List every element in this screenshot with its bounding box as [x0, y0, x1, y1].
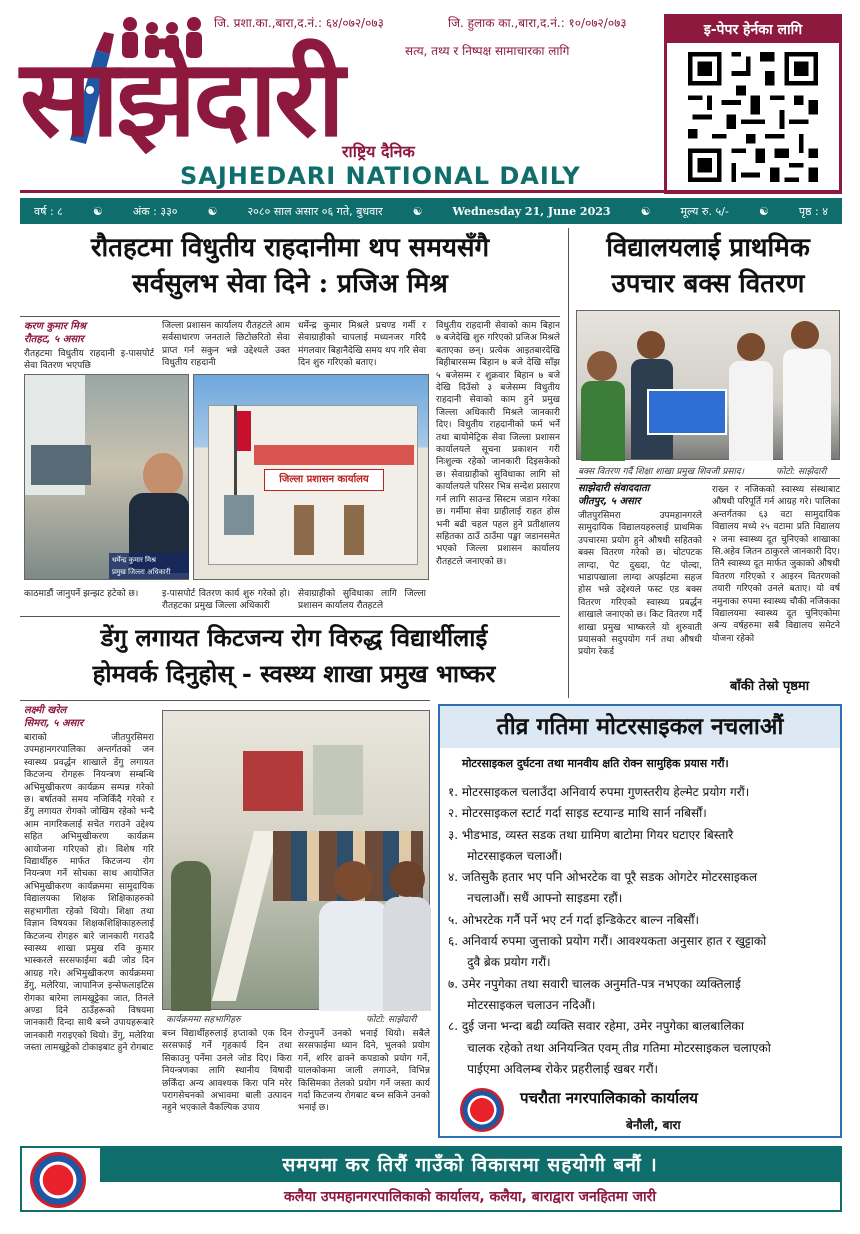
masthead-english-title: SAJHEDARI NATIONAL DAILY: [180, 162, 581, 190]
story1-col1-cont: काठमाडौं जानुपर्ने झन्झट हटेको छ।: [24, 589, 139, 599]
story2-continued[interactable]: बाँकी तेस्रो पृष्ठमा: [730, 679, 810, 694]
story3-col2-text: बच्न विद्यार्थीहरुलाई हप्ताको एक दिन सरसफाई गर्ने गृहकार्य दिन तथा सिकाउनु पर्नेमा उनले जोड दिए। किरा नियन्त्रणका लागि स्थानीय विषादी छर्किंदा अन्य आवश्यक किरा पनि मरेर परागसेचनको अभावमा बाली उत्पादन नहुने भएकाले वैकल्पिक उपाय: [162, 1029, 292, 1114]
advisory-intro: मोटरसाइकल दुर्घटना तथा मानवीय क्षति रोक्न सामुहिक प्रयास गरौं।: [462, 757, 729, 770]
story1-col3-cont: सेवाग्राहीको सुविधाका लागि जिल्ला प्रशासन कार्यालय रौतहटले: [298, 589, 426, 612]
story3-photo: [162, 710, 430, 1010]
divider: [20, 616, 560, 617]
issue-number: अंक : ३३०: [132, 204, 178, 218]
registration-left: जि. प्रशा.का.,बारा,द.नं.: ६४/०७२/०७३: [214, 16, 384, 30]
list-item: २. मोटरसाइकल स्टार्ट गर्दा साइड स्टयान्ड माथि सार्न नबिर्सौं।: [448, 806, 707, 821]
divider: [576, 478, 840, 479]
story1-col1-text: रौतहटमा विधुतीय राहदानी इ-पासपोर्ट सेवा वितरण भएपछि: [24, 349, 154, 372]
story2-photo: [576, 310, 840, 460]
yin-yang-icon: ☯: [92, 204, 103, 218]
story1-col4-text: विधुतीय राहदानी सेवाको काम बिहान ७ बजेदेखि शुरु गरिएको प्रजिअ मिश्रले बताएका छन्। प्रत्येक आइतबारदेखि बिहीबारसम्म बिहान ७ बजे देखि साँझ ५ बजेसम्म र शुक्रवार बिहान ७ बजे देखि दिउँसो ३ बजेसम्म विधुतीय राहदानी सेवाको काम हुने प्रमुख जिल्ला अधिकारी मिश्रले जानकारी दिए। विधुतीय राहदानीको फर्म भर्ने तथा बायोमेट्रिक सेवा जिल्ला प्रशासन कार्यालयले सूचना प्रकाशन गरी निःशुल्क रहेको जानकारी दिइसकेको छ। सेवाग्राहीको सुविधाका लागि सो कार्यालयले परिसर भित्र सन्देश प्रसारण गर्न लागि साउन्ड सिस्टम जडान गरेका छ। गर्मीमा सेवा ग्राहीलाई राहत होस भनी बढी चहल पहल हुने प्रतीक्षालय सहितका ठाउँ ठाउँमा पङ्खा जडानसमेत भएको जिल्ला प्रशासन कार्यालय रौतहटले जनाएको छ।: [436, 321, 560, 567]
tagline: सत्य, तथ्य र निष्पक्ष सामाचारका लागि: [405, 44, 570, 58]
list-item: ७. उमेर नपुगेका तथा सवारी चालक अनुमति-पत्र नभएका व्यक्तिलाई: [448, 976, 741, 991]
story1-photo-officer: धर्मेन्द्र कुमार मिश्र प्रमुख जिल्ला अधिकारी रौतहट: [24, 374, 189, 580]
divider: [20, 700, 430, 701]
advisory-office: पचरौता नगरपालिकाको कार्यालय: [520, 1089, 698, 1107]
list-item: १. मोटरसाइकल चलाउँदा अनिवार्य रुपमा गुणस्तरीय हेल्मेट प्रयोग गरौं।: [448, 785, 750, 799]
yin-yang-icon: ☯: [640, 204, 651, 218]
story2-col2-text: राख्न र नजिकको स्वास्थ्य संस्थाबाट औषधी परिपूर्ति गर्न आग्रह गरे। पालिका अन्तर्गतका ६३ वटा सामुदायिक विद्यालय मध्ये २५ वटामा प्रति विद्यालय २ जना स्वास्थ्य दूत चुनिएको शाखाका सि.अहेव जितन ठाकुरले जानकारी दिए। तिनै स्वास्थ्य दूत मार्फत जुकाको औषधी वितरण गरिएको र आइरन वितरणको तयारी गरिएको उनले बताए। यो वर्ष नमुनाका रुपमा स्वास्थ्य चौकी नजिकका विद्यालयमा स्वास्थ्य दूत चुनिएकोमा अन्य वर्षहरुमा सबै विद्यालय समेटने योजना रहेको: [712, 485, 840, 644]
masthead-rule: [20, 190, 842, 193]
page-number: पृष्ठ : ४: [798, 204, 828, 218]
story3-photo-credit: फोटो: साझेदारी: [366, 1015, 417, 1025]
list-item: दुवै ब्रेक प्रयोग गरौं।: [448, 955, 551, 970]
divider: [20, 316, 560, 317]
list-item: ६. अनिवार्य रुपमा जुत्ताको प्रयोग गरौं। आवश्यकता अनुसार हात र खुट्टाको: [448, 934, 767, 949]
masthead-title: साझेदारी: [20, 35, 342, 160]
qr-code-icon[interactable]: [673, 47, 833, 187]
story3-caption: कार्यक्रममा सहभागिहरु: [166, 1015, 241, 1025]
story1-col2-cont: इ-पासपोर्ट वितरण कार्य शुरु गरेको हो। रौतहटका प्रमुख जिल्ला अधिकारी: [162, 589, 290, 612]
list-item: ४. जतिसुकै हतार भए पनि ओभरटेक वा पूरै सडक ओगटेर मोटरसाइकल: [448, 870, 758, 885]
advisory-list: [448, 782, 836, 1080]
story1-headline[interactable]: रौतहटमा विधुतीय राहदानीमा थप समयसँगै सर्वसुलभ सेवा दिने : प्रजिअ मिश्र: [90, 233, 490, 299]
yin-yang-icon: ☯: [758, 204, 769, 218]
municipality-emblem-icon: [30, 1152, 86, 1208]
yin-yang-icon: ☯: [207, 204, 218, 218]
yin-yang-icon: ☯: [412, 204, 423, 218]
story1-photo-building: [193, 374, 429, 580]
story2-col1-text: जीतपुरसिमरा उपमहानगरले सामुदायिक विद्यालयहरुलाई प्राथमिक उपचारमा प्रयोग हुने औषधी सहितको बक्स वितरण गरेको छ। चोटपटक लाग्दा, पेट दुख्दा, पेट पोल्दा, भाडापखाला लाग्दा अपर्झटमा सहज होस भन्ने उद्देश्यले फस्ट एड बक्स वितरण गरिएको स्वास्थ्य प्रबर्द्धन शाखाले जनाएको छ। किट वितरण गर्दै शाखा प्रमुख भाष्करले यो शुरुवाती प्रयासको सदुपयोग गर्न तथा औषधी प्रयोग रेकर्ड: [578, 511, 702, 658]
list-item: चालक रहेको तथा अनियन्त्रित एवम् तीव्र गतिमा मोटरसाइकल चलाएको: [448, 1040, 771, 1055]
list-item: मोटरसाइकल चलाउन नदिऔं।: [448, 997, 596, 1012]
advisory-place: बेनौली, बारा: [626, 1118, 681, 1132]
volume: वर्ष : ८: [34, 204, 63, 218]
story3-col1-text: बाराको जीतपुरसिमरा उपमहानगरपालिका अन्तर्गतको जन स्वास्थ्य प्रवर्द्धन शाखाले डेंगु लगायत किटजन्य रोगहरू नियन्त्रण सम्बन्धि अभिमुखीकरण कार्यक्रम सम्पन्न गरेको छ। बर्षातको समय नजिकिँदै गरेको र डेंगु लगायत रोगको जोखिम रहेको भन्दै आम नागरिकलाई सचेत गराउने उद्देश्य सहित अभिमुखीकरण कार्यक्रम आयोजना गरिएको हो। विशेष गरि विद्यार्थीहरु मार्फत किटजन्य रोग नियन्त्रण गर्ने सोचका साथ आयोजित अभिमुखीकरण कार्यक्रममा सामुदायिक विद्यालयका शिक्षक शिक्षिकाहरुको सहभागीता रहेको थियो। शिक्षा तथा विज्ञान विषयका शिक्षकशिक्षिकाहरुलाई किटजन्य रोगहरु बारे जानकारी गराउदै स्वास्थ्य शाखा प्रमुख रवि कुमार भास्करले सरसफाईमा बढी जोड दिन आग्रह गरे। अभिमुखीकरण कार्यक्रममा डेंगु, मलेरिया, जापानिज इन्सेफलाइटिस रोगका बारेमा लामखुट्टेका जात, तिनले अण्डा दिने ठाउँहरूको विषयमा जानकारी दिन्दा साथै बच्ने उपायहरूबारे जानकारी गराइएको थियो। डेंगु, मलेरिया जस्ता लामखुट्टेको टोकाइबाट हुने रोगबाट: [24, 733, 154, 1054]
story1-byline: करण कुमार मिश्र रौतहट, ५ असार: [24, 321, 86, 345]
list-item: ३. भीडभाड, व्यस्त सडक तथा ग्रामिण बाटोमा गियर घटाएर बिस्तारै: [448, 827, 734, 842]
story2-byline: साझेदारी संवाददाता जीतपुर, ५ असार: [578, 483, 650, 507]
issue-info-bar: [20, 198, 842, 224]
advisory-title: तीव्र गतिमा मोटरसाइकल नचलाऔं: [440, 706, 840, 748]
column-divider: [568, 228, 569, 698]
date-nepali: २०८० साल असार ०६ गते, बुधवार: [247, 204, 383, 218]
story1-col2-text: जिल्ला प्रशासन कार्यालय रौतहटले आम सर्वसाधारण जनताले छिटोछरितो सेवा प्राप्त गर्न सकुन भन्ने उद्देश्यले उक्त विधुतीय राहदानी: [162, 321, 290, 369]
footer-issuer: कलैया उपमहानगरपालिकाको कार्यालय, कलैया, बाराद्वारा जनहितमा जारी: [283, 1189, 657, 1205]
epaper-qr-box[interactable]: [664, 14, 842, 194]
story2-photo-credit: फोटो: साझेदारी: [776, 467, 827, 477]
story2-caption: बक्स वितरण गर्दै शिक्षा शाखा प्रमुख शिवजी प्रसाद।: [578, 467, 745, 477]
municipality-emblem-icon: [460, 1088, 504, 1132]
story3-byline: लक्ष्मी खरेल सिमरा, ५ असार: [24, 705, 84, 729]
story1-col3-text: धर्मेन्द्र कुमार मिश्रले प्रचण्ड गर्मी र सेवाग्राहीको चापलाई मध्यनजर गरिदै मंगलवार बिहानैदेखि समय थप गरि सेवा दिन शुरु गरिएको बताए।: [298, 321, 426, 369]
list-item: मोटरसाइकल चलाऔं।: [448, 848, 563, 863]
list-item: ५. ओभरटेक गर्नै पर्ने भए टर्न गर्दा इन्डिकेटर बाल्न नबिर्सौं।: [448, 912, 700, 927]
story3-col3-text: रोज्नुपर्ने उनको भनाई थियो। सबैले सरसफाईमा ध्यान दिने, भुलको प्रयोग गर्ने, शरिर ढाक्ने कपडाको प्रयोग गर्ने, यालकोकमा जाली लगाउने, विभिन्न किसिमका तेलको प्रयोग गर्ने जस्ता कार्य गर्दा किटजन्य रोगबाट बच्न सकिने उनको भनाई छ।: [298, 1029, 430, 1114]
motorcycle-advisory-box: [438, 704, 842, 1138]
epaper-label: इ-पेपर हेर्नका लागि: [667, 17, 839, 43]
footer-slogan: समयमा कर तिरौं गाउँको विकासमा सहयोगी बनौं ।: [100, 1148, 840, 1182]
story3-headline[interactable]: डेंगु लगायत किटजन्य रोग विरुद्ध विद्यार्थीलाई होमवर्क दिनुहोस् - स्वस्थ्य शाखा प्रमुख भाष्कर: [92, 623, 496, 688]
building-sign: जिल्ला प्रशासन कार्यालय: [264, 469, 384, 491]
list-item: ८. दुई जना भन्दा बढी व्यक्ति सवार रहेमा, उमेर नपुगेका बालबालिका: [448, 1019, 744, 1034]
date-english: Wednesday 21, June 2023: [452, 204, 611, 218]
footer-ad: [20, 1146, 842, 1212]
daily-label: राष्ट्रिय दैनिक: [342, 142, 415, 161]
list-item: नचलाऔं। सधैं आफ्नो साइडमा रहौं।: [448, 891, 623, 906]
price: मूल्य रु. ५/-: [680, 204, 729, 218]
masthead: [0, 0, 860, 196]
registration-right: जि. हुलाक का.,बारा,द.नं.: १०/०७२/०७३: [448, 16, 627, 30]
list-item: पाईएमा अविलम्ब रोकेर प्रहरीलाई खबर गरौं।: [448, 1061, 659, 1076]
story2-headline[interactable]: विद्यालयलाई प्राथमिक उपचार बक्स वितरण: [606, 233, 810, 299]
